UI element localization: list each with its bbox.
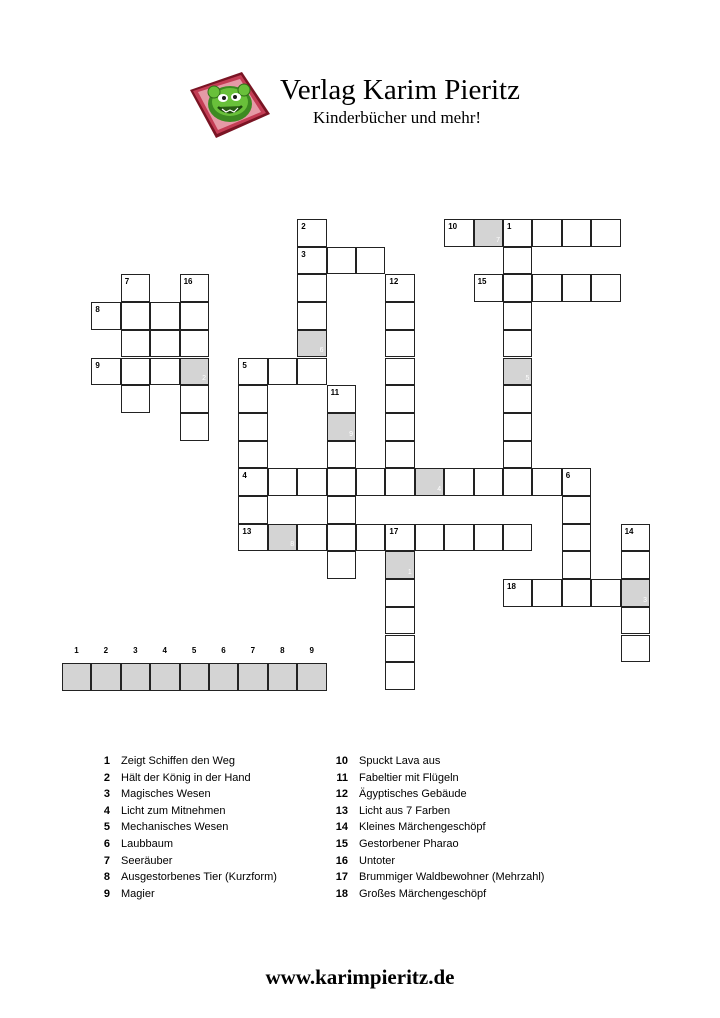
solution-cell[interactable] <box>180 663 209 691</box>
clue-item-number: 12 <box>335 788 348 801</box>
crossword-cell[interactable] <box>327 551 356 579</box>
solution-cell[interactable] <box>91 663 120 691</box>
clue-item-number: 8 <box>103 871 110 884</box>
crossword-cell[interactable] <box>356 247 385 275</box>
clue-item <box>328 805 450 818</box>
crossword-cell[interactable] <box>327 247 356 275</box>
crossword-cell[interactable] <box>532 219 561 247</box>
crossword-cell[interactable] <box>385 441 414 469</box>
crossword-cell[interactable] <box>444 524 473 552</box>
crossword-cell[interactable] <box>297 219 326 247</box>
solution-cell[interactable] <box>150 663 179 691</box>
clue-item-text: Mechanisches Wesen <box>121 821 229 834</box>
clue-number: 17 <box>389 526 399 536</box>
crossword-cell[interactable] <box>532 468 561 496</box>
solution-letter-index: 3 <box>643 596 647 604</box>
clue-item-text: Hält der König in der Hand <box>121 771 251 784</box>
clue-item-text: Kleines Märchengeschöpf <box>359 821 486 834</box>
clue-number: 4 <box>242 471 247 481</box>
crossword-cell[interactable] <box>297 468 326 496</box>
crossword-cell[interactable] <box>385 607 414 635</box>
crossword-cell[interactable] <box>297 524 326 552</box>
clue-item <box>90 855 172 868</box>
clue-item-number: 15 <box>335 838 348 850</box>
crossword-cell[interactable] <box>121 330 150 358</box>
crossword-cell[interactable] <box>562 219 591 247</box>
crossword-cell[interactable] <box>474 524 503 552</box>
crossword-cell-solution-letter[interactable] <box>385 551 414 579</box>
clue-item <box>328 788 467 801</box>
crossword-cell[interactable] <box>327 496 356 524</box>
clue-number: 15 <box>477 277 487 287</box>
crossword-cell[interactable] <box>385 385 414 413</box>
solution-cell[interactable] <box>238 663 267 691</box>
crossword-cell[interactable] <box>150 358 179 386</box>
solution-number: 3 <box>133 646 138 655</box>
crossword-cell[interactable] <box>385 524 414 552</box>
crossword-cell[interactable] <box>474 274 503 302</box>
crossword-cell[interactable] <box>415 524 444 552</box>
clue-item-number: 2 <box>103 771 110 784</box>
clue-number: 10 <box>448 222 458 231</box>
crossword-cell-solution-letter[interactable] <box>297 330 326 358</box>
clue-item-number: 10 <box>335 755 348 767</box>
crossword-cell[interactable] <box>591 274 620 302</box>
crossword-cell[interactable] <box>503 274 532 302</box>
crossword-cell[interactable] <box>327 524 356 552</box>
clue-number: 18 <box>507 582 516 592</box>
clue-item-number: 3 <box>103 788 110 801</box>
crossword-cell[interactable] <box>297 358 326 386</box>
crossword-cell[interactable] <box>327 385 356 413</box>
clue-item-number: 17 <box>335 871 348 884</box>
crossword-cell[interactable] <box>385 413 414 441</box>
clue-number: 13 <box>242 526 252 536</box>
clue-item-text: Fabeltier mit Flügeln <box>359 771 459 784</box>
crossword-cell[interactable] <box>150 330 179 358</box>
solution-number: 4 <box>162 646 167 655</box>
crossword-cell[interactable] <box>150 302 179 330</box>
clue-item <box>328 772 459 785</box>
clue-item-text: Zeigt Schiffen den Weg <box>121 755 235 767</box>
crossword-cell[interactable] <box>562 496 591 524</box>
solution-cell[interactable] <box>121 663 150 691</box>
clue-item-text: Ägyptisches Gebäude <box>359 788 467 801</box>
crossword-cell[interactable] <box>180 274 209 302</box>
crossword-cell[interactable] <box>385 274 414 302</box>
solution-number: 2 <box>103 646 109 655</box>
publisher-subtitle: Kinderbücher und mehr! <box>313 108 482 127</box>
clue-item-text: Laubbaum <box>121 838 173 850</box>
crossword-cell[interactable] <box>503 247 532 275</box>
crossword-cell-solution-letter[interactable] <box>415 468 444 496</box>
crossword-cell[interactable] <box>503 219 532 247</box>
crossword-cell[interactable] <box>121 274 150 302</box>
clue-number: 3 <box>301 249 306 259</box>
clue-item-text: Spuckt Lava aus <box>359 755 441 767</box>
clue-item <box>328 838 459 851</box>
clue-item-text: Magier <box>121 887 155 900</box>
clue-number: 7 <box>124 277 130 287</box>
clue-item <box>90 805 226 818</box>
clue-item-number: 18 <box>335 887 348 900</box>
crossword-cell[interactable] <box>385 302 414 330</box>
crossword-cell[interactable] <box>503 468 532 496</box>
crossword-cell[interactable] <box>503 441 532 469</box>
solution-letter-index: 8 <box>290 541 295 549</box>
clue-item-text: Licht zum Mitnehmen <box>121 804 226 817</box>
crossword-cell[interactable] <box>121 358 150 386</box>
clue-item <box>90 772 251 785</box>
solution-cell[interactable] <box>297 663 326 691</box>
clue-item-text: Gestorbener Pharao <box>359 838 459 850</box>
crossword-cell[interactable] <box>532 274 561 302</box>
crossword-cell[interactable] <box>385 330 414 358</box>
clue-number: 12 <box>389 277 399 287</box>
clue-number: 6 <box>565 471 571 481</box>
crossword-cell[interactable] <box>238 524 267 552</box>
crossword-cell[interactable] <box>385 358 414 386</box>
crossword-cell[interactable] <box>297 302 326 330</box>
crossword-cell-solution-letter[interactable] <box>180 358 209 386</box>
crossword-cell[interactable] <box>238 496 267 524</box>
clue-number: 16 <box>183 277 193 287</box>
crossword-cell[interactable] <box>180 302 209 330</box>
publisher-title: Verlag Karim Pieritz <box>280 74 520 106</box>
clue-number: 9 <box>95 360 100 370</box>
solution-letter-index: 2 <box>202 375 206 383</box>
crossword-cell[interactable] <box>268 468 297 496</box>
clue-item-text: Seeräuber <box>121 854 173 867</box>
crossword-cell[interactable] <box>503 302 532 330</box>
crossword-cell[interactable] <box>385 468 414 496</box>
crossword-cell-solution-letter[interactable] <box>503 358 532 386</box>
clue-item-number: 1 <box>103 755 110 767</box>
crossword-cell[interactable] <box>621 551 650 579</box>
crossword-cell[interactable] <box>327 441 356 469</box>
solution-letter-index: 7 <box>496 236 500 244</box>
crossword-cell[interactable] <box>238 441 267 469</box>
clue-item-text: Großes Märchengeschöpf <box>359 887 487 900</box>
solution-letter-index: 5 <box>525 375 530 383</box>
crossword-cell[interactable] <box>621 524 650 552</box>
crossword-cell[interactable] <box>238 358 267 386</box>
crossword-cell[interactable] <box>238 468 267 496</box>
crossword-cell[interactable] <box>180 413 209 441</box>
crossword-cell[interactable] <box>356 468 385 496</box>
clue-item-text: Ausgestorbenes Tier (Kurzform) <box>121 871 277 884</box>
solution-letter-index: 1 <box>407 569 412 577</box>
clue-item-number: 14 <box>335 821 348 834</box>
crossword-cell[interactable] <box>562 524 591 552</box>
clue-item-number: 7 <box>103 854 110 867</box>
crossword-cell[interactable] <box>91 302 120 330</box>
crossword-cell[interactable] <box>385 579 414 607</box>
clue-item <box>90 821 228 834</box>
crossword-cell-solution-letter[interactable] <box>621 579 650 607</box>
clue-item-number: 11 <box>336 771 348 784</box>
crossword-cell[interactable] <box>503 413 532 441</box>
clue-item <box>328 755 440 768</box>
crossword-cell[interactable] <box>503 330 532 358</box>
solution-number: 7 <box>250 646 256 655</box>
clue-number: 2 <box>301 222 306 231</box>
crossword-cell[interactable] <box>356 524 385 552</box>
crossword-cell[interactable] <box>562 468 591 496</box>
crossword-cell[interactable] <box>591 579 620 607</box>
clue-item-text: Magisches Wesen <box>121 788 211 801</box>
crossword-cell[interactable] <box>621 635 650 663</box>
clue-number: 11 <box>330 388 340 398</box>
clue-item-number: 5 <box>103 821 110 834</box>
crossword-cell[interactable] <box>562 551 591 579</box>
clue-item-number: 6 <box>103 838 110 850</box>
clue-item <box>90 838 173 851</box>
crossword-cell[interactable] <box>91 358 120 386</box>
solution-cell[interactable] <box>62 663 91 691</box>
solution-letter-index: 6 <box>319 347 324 355</box>
clue-number: 8 <box>95 305 100 315</box>
crossword-cell[interactable] <box>385 635 414 663</box>
solution-number: 8 <box>280 646 285 655</box>
clue-item-number: 4 <box>103 804 110 817</box>
solution-number: 5 <box>191 646 197 655</box>
clue-item-number: 13 <box>335 804 348 817</box>
solution-number: 6 <box>221 646 226 655</box>
solution-letter-index: 4 <box>437 485 442 493</box>
crossword-cell[interactable] <box>238 413 267 441</box>
clue-item-text: Untoter <box>359 854 396 867</box>
crossword-cell[interactable] <box>474 468 503 496</box>
crossword-cell[interactable] <box>444 219 473 247</box>
crossword-cell[interactable] <box>503 385 532 413</box>
clue-item <box>90 871 277 884</box>
crossword-cell[interactable] <box>121 302 150 330</box>
clue-number: 5 <box>242 360 247 370</box>
crossword-cell[interactable] <box>562 274 591 302</box>
website-url: www.karimpieritz.de <box>265 965 455 989</box>
solution-cell[interactable] <box>268 663 297 691</box>
clue-item-text: Licht aus 7 Farben <box>359 804 451 817</box>
crossword-cell[interactable] <box>121 385 150 413</box>
crossword-cell[interactable] <box>621 607 650 635</box>
crossword-cell[interactable] <box>562 579 591 607</box>
clue-item <box>328 821 486 834</box>
crossword-cell-solution-letter[interactable] <box>268 524 297 552</box>
crossword-cell[interactable] <box>591 219 620 247</box>
clue-number: 14 <box>624 526 634 536</box>
crossword-cell-solution-letter[interactable] <box>474 219 503 247</box>
crossword-cell[interactable] <box>180 385 209 413</box>
crossword-cell[interactable] <box>327 468 356 496</box>
clue-item <box>90 755 235 768</box>
crossword-cell[interactable] <box>444 468 473 496</box>
solution-number: 9 <box>309 646 314 655</box>
clue-number: 1 <box>507 222 512 231</box>
crossword-cell[interactable] <box>503 524 532 552</box>
solution-letter-index: 9 <box>349 430 353 438</box>
clue-item-text: Brummiger Waldbewohner (Mehrzahl) <box>359 871 545 884</box>
clue-item <box>328 871 544 884</box>
solution-cell[interactable] <box>209 663 238 691</box>
crossword-cell[interactable] <box>503 579 532 607</box>
crossword-cell[interactable] <box>238 385 267 413</box>
crossword-cell[interactable] <box>532 579 561 607</box>
clue-item-number: 16 <box>335 854 348 867</box>
clue-item <box>90 788 211 801</box>
crossword-cell[interactable] <box>297 247 326 275</box>
clue-item <box>90 888 155 901</box>
crossword-cell[interactable] <box>385 662 414 690</box>
crossword-cell[interactable] <box>297 274 326 302</box>
clue-item-number: 9 <box>103 887 110 900</box>
crossword-cell[interactable] <box>268 358 297 386</box>
clue-item <box>328 855 395 868</box>
solution-number: 1 <box>74 646 79 655</box>
crossword-cell-solution-letter[interactable] <box>327 413 356 441</box>
crossword-cell[interactable] <box>180 330 209 358</box>
clue-item <box>328 888 486 901</box>
